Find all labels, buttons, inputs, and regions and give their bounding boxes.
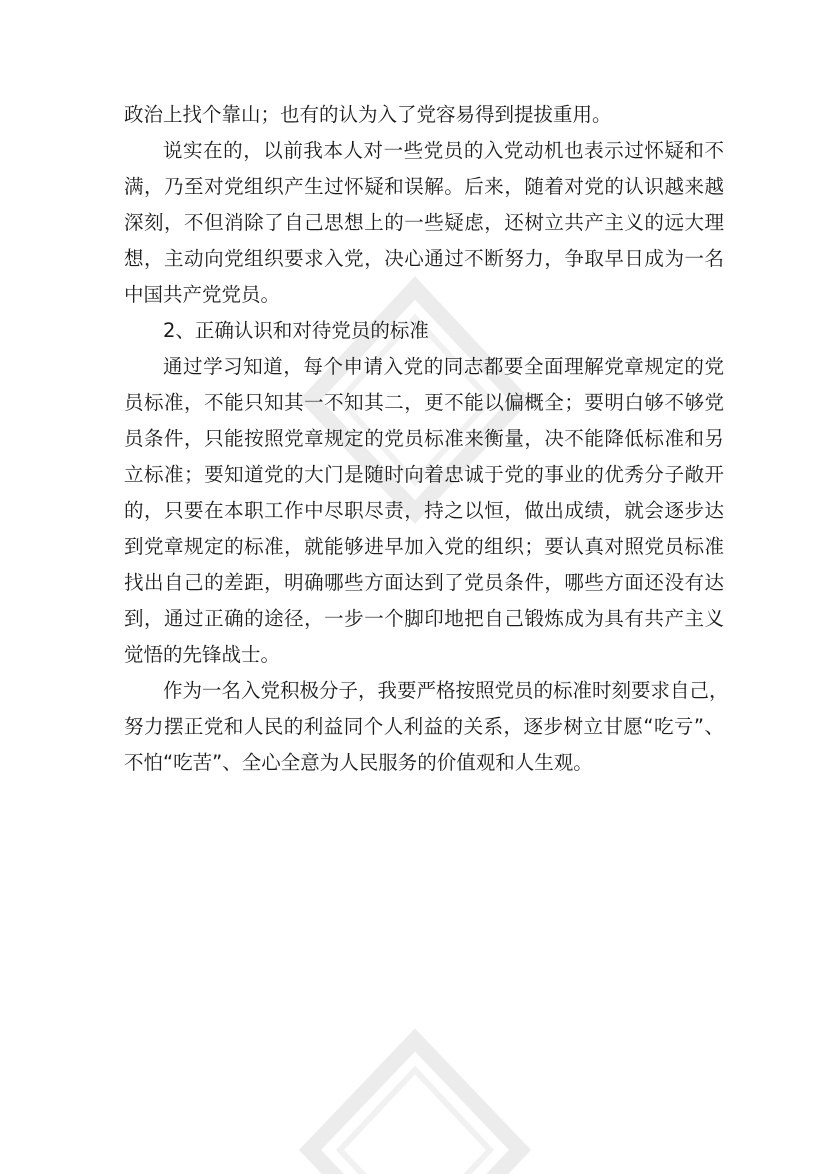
- body-line: 立标准；要知道党的大门是随时向着忠诚于党的事业的优秀分子敞开: [124, 463, 724, 486]
- document-body: [124, 97, 729, 781]
- body-line: 找出自己的差距，明确哪些方面达到了党员条件，哪些方面还没有达: [124, 571, 724, 594]
- body-line: 深刻，不但消除了自己思想上的一些疑虑，还树立共产主义的远大理: [124, 211, 724, 234]
- body-line: 作为一名入党积极分子，我要严格按照党员的标准时刻要求自己，: [163, 679, 729, 702]
- body-line: 的，只要在本职工作中尽职尽责，持之以恒，做出成绩，就会逐步达: [124, 499, 724, 522]
- body-line: 想，主动向党组织要求入党，决心通过不断努力，争取早日成为一名: [124, 247, 724, 270]
- section-heading: 2、正确认识和对待党员的标准: [163, 319, 429, 342]
- body-line: 中国共产党党员。: [124, 283, 281, 306]
- body-line: 不怕“吃苦”、全心全意为人民服务的价值观和人生观。: [124, 751, 593, 774]
- body-line: 政治上找个靠山；也有的认为入了党容易得到提拔重用。: [124, 103, 612, 126]
- body-line: 员条件，只能按照党章规定的党员标准来衡量，决不能降低标准和另: [124, 427, 724, 450]
- body-line: 满，乃至对党组织产生过怀疑和误解。后来，随着对党的认识越来越: [124, 175, 724, 198]
- body-line: 员标准，不能只知其一不知其二，更不能以偏概全；要明白够不够党: [124, 391, 724, 414]
- body-line: 说实在的，以前我本人对一些党员的入党动机也表示过怀疑和不: [163, 139, 724, 162]
- body-line: 到，通过正确的途径，一步一个脚印地把自己锻炼成为具有共产主义: [124, 607, 724, 630]
- body-line: 到党章规定的标准，就能够进早加入党的组织；要认真对照党员标准: [124, 535, 724, 558]
- body-line: 觉悟的先锋战士。: [124, 643, 281, 666]
- body-line: 通过学习知道，每个申请入党的同志都要全面理解党章规定的党: [163, 355, 724, 378]
- body-line: 努力摆正党和人民的利益同个人利益的关系，逐步树立甘愿“吃亏”、: [124, 715, 724, 738]
